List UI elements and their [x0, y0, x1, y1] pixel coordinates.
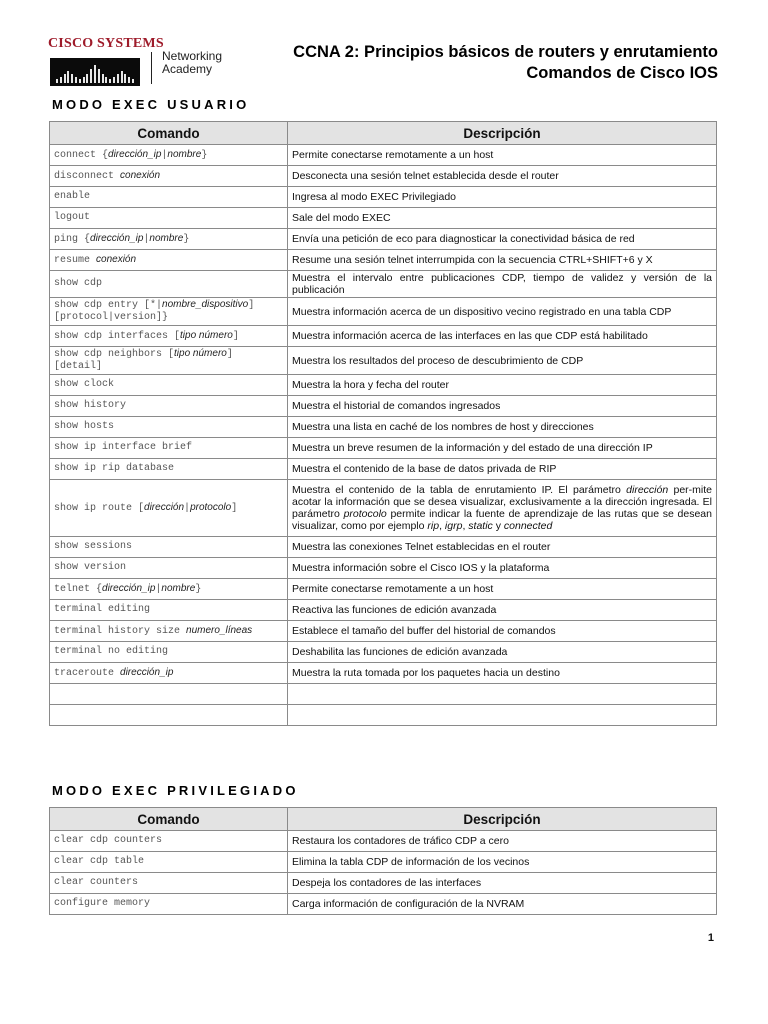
command-text-segment: show cdp neighbors [	[54, 349, 175, 360]
table-row	[50, 621, 717, 642]
description-cell	[288, 600, 717, 621]
description-text-segment: per-mite acotar la información que se desea visualizar, exclusivamente a la dirección ingresada. El parámetro	[292, 484, 712, 520]
table-row	[50, 187, 717, 208]
command-cell	[50, 873, 288, 894]
description-text-segment: Sale del modo EXEC	[292, 212, 391, 224]
description-text-segment: y	[492, 520, 504, 532]
command-text-segment: logout	[54, 212, 91, 223]
table-row	[50, 208, 717, 229]
command-cell	[50, 852, 288, 873]
command-text-segment: conexión	[96, 253, 137, 265]
command-text-segment: show history	[54, 400, 127, 411]
description-cell	[288, 894, 717, 915]
logo-line-academy: Academy	[162, 62, 213, 76]
table-row-empty	[50, 684, 717, 705]
description-text-segment: Muestra información acerca de las interfaces en las que CDP está habilitado	[292, 330, 648, 342]
description-text-segment: Muestra información sobre el Cisco IOS y la plataforma	[292, 562, 550, 574]
table-row	[50, 166, 717, 187]
command-text-segment: ] [protocol|version]}	[54, 300, 255, 323]
table-header-row	[50, 808, 717, 831]
table-row	[50, 480, 717, 537]
description-cell	[288, 166, 717, 187]
command-text-segment: }	[201, 149, 208, 161]
command-text-segment: dirección_ip	[102, 582, 156, 594]
description-cell	[288, 852, 717, 873]
table-body-exec-privilegiado	[50, 831, 717, 915]
description-cell	[288, 579, 717, 600]
description-cell	[288, 208, 717, 229]
command-cell	[50, 600, 288, 621]
description-cell	[288, 438, 717, 459]
description-cell	[288, 250, 717, 271]
description-text-segment: Permite conectarse remotamente a un host	[292, 583, 494, 595]
table-row	[50, 271, 717, 298]
command-cell	[50, 537, 288, 558]
description-text-segment: Ingresa al modo EXEC Privilegiado	[292, 191, 457, 203]
command-text-segment: show clock	[54, 379, 115, 390]
command-cell	[50, 459, 288, 480]
command-cell	[50, 250, 288, 271]
section-title-exec-usuario: MODO EXEC USUARIO	[52, 97, 250, 112]
description-text-segment: protocolo	[343, 508, 387, 520]
command-text-segment: show ip interface brief	[54, 442, 193, 453]
command-text-segment: show cdp	[54, 278, 103, 289]
command-cell	[50, 326, 288, 347]
description-text-segment: Despeja los contadores de las interfaces	[292, 877, 482, 889]
command-text-segment: clear cdp counters	[54, 835, 163, 846]
command-text-segment: nombre	[149, 232, 184, 244]
command-text-segment: dirección_ip	[108, 148, 162, 160]
table-row	[50, 375, 717, 396]
command-text-segment: |	[161, 149, 168, 161]
description-cell	[288, 537, 717, 558]
command-cell	[50, 417, 288, 438]
command-text-segment: show cdp interfaces [	[54, 330, 181, 342]
description-text-segment: ,	[462, 520, 469, 532]
command-text-segment: conexión	[120, 169, 161, 181]
description-text-segment: Muestra la ruta tomada por los paquetes hacia un destino	[292, 667, 560, 679]
command-text-segment: nombre_dispositivo	[162, 299, 249, 310]
command-text-segment: ] [detail]	[54, 349, 233, 372]
description-cell	[288, 145, 717, 166]
description-cell	[288, 271, 717, 298]
command-text-segment: dirección_ip	[120, 666, 174, 678]
command-text-segment: disconnect	[54, 170, 121, 182]
description-text-segment: Restaura los contadores de tráfico CDP a cero	[292, 835, 509, 847]
table-body-exec-usuario	[50, 145, 717, 726]
description-cell	[288, 187, 717, 208]
description-text-segment: Elimina la tabla CDP de información de los vecinos	[292, 856, 530, 868]
command-text-segment: terminal history size	[54, 625, 187, 637]
logo-brand-text: CISCO SYSTEMS	[48, 36, 164, 51]
command-cell	[50, 396, 288, 417]
command-text-segment: protocolo	[190, 501, 232, 513]
table-row	[50, 250, 717, 271]
table-row	[50, 145, 717, 166]
table-row	[50, 459, 717, 480]
table-row	[50, 537, 717, 558]
command-cell	[50, 480, 288, 537]
command-text-segment: |	[143, 233, 150, 245]
description-text-segment: igrp	[444, 520, 463, 532]
command-text-segment: traceroute	[54, 667, 121, 679]
section-title-exec-privilegiado: MODO EXEC PRIVILEGIADO	[52, 783, 299, 798]
command-text-segment: configure memory	[54, 898, 151, 909]
command-cell	[50, 347, 288, 375]
description-cell	[288, 459, 717, 480]
command-cell	[50, 166, 288, 187]
description-cell	[288, 417, 717, 438]
description-text-segment: Carga información de configuración de la NVRAM	[292, 898, 525, 910]
table-row	[50, 417, 717, 438]
description-cell	[288, 663, 717, 684]
command-text-segment: tipo número	[180, 329, 233, 341]
description-text-segment: dirección	[626, 484, 669, 496]
page-number: 1	[707, 932, 714, 944]
command-text-segment: clear cdp table	[54, 856, 145, 867]
command-text-segment: show ip rip database	[54, 463, 175, 474]
command-text-segment: resume	[54, 254, 97, 266]
command-cell	[50, 558, 288, 579]
description-cell	[288, 831, 717, 852]
command-text-segment: show cdp entry [*|	[54, 300, 163, 311]
column-header-command: Comando	[50, 122, 288, 145]
column-header-description: Descripción	[288, 122, 717, 145]
command-text-segment: |	[184, 502, 191, 514]
command-text-segment: numero_líneas	[186, 624, 253, 636]
table-row	[50, 396, 717, 417]
logo-academy-text	[162, 50, 222, 76]
description-text-segment: Desconecta una sesión telnet establecida desde el router	[292, 170, 559, 182]
command-text-segment: nombre	[161, 582, 196, 594]
command-text-segment: }	[183, 233, 190, 245]
description-text-segment: Muestra el contenido de la base de datos privada de RIP	[292, 463, 557, 475]
table-row	[50, 579, 717, 600]
command-text-segment: terminal no editing	[54, 646, 169, 657]
command-text-segment: ]	[232, 330, 239, 342]
command-cell	[50, 298, 288, 326]
description-text-segment: Muestra el contenido de la tabla de enrutamiento IP. El parámetro	[292, 484, 627, 496]
description-text-segment: permite indicar la fuente de aprendizaje de las rutas que se desean visualizar, como por ejemplo	[292, 508, 712, 532]
command-cell	[50, 621, 288, 642]
command-text-segment: show hosts	[54, 421, 115, 432]
document-title-line2: Comandos de Cisco IOS	[526, 64, 718, 82]
document-title-line1: CCNA 2: Principios básicos de routers y enrutamiento	[293, 43, 718, 61]
table-row	[50, 663, 717, 684]
command-text-segment: |	[155, 583, 162, 595]
table-row	[50, 326, 717, 347]
cisco-bridge-bars-icon	[50, 58, 140, 86]
command-cell	[50, 894, 288, 915]
description-text-segment: Reactiva las funciones de edición avanzada	[292, 604, 497, 616]
command-text-segment: connect {	[54, 149, 109, 161]
command-text-segment: show sessions	[54, 541, 133, 552]
description-text-segment: Muestra una lista en caché de los nombres de host y direcciones	[292, 421, 594, 433]
description-text-segment: Permite conectarse remotamente a un host	[292, 149, 494, 161]
command-cell	[50, 145, 288, 166]
description-text-segment: ,	[439, 520, 445, 532]
description-text-segment: static	[468, 520, 493, 532]
description-cell	[288, 326, 717, 347]
description-cell	[288, 621, 717, 642]
description-cell	[288, 298, 717, 326]
description-cell	[288, 642, 717, 663]
command-text-segment: enable	[54, 191, 91, 202]
command-cell	[50, 663, 288, 684]
command-text-segment: telnet {	[54, 583, 103, 595]
table-row	[50, 438, 717, 459]
command-text-segment: show ip route [	[54, 502, 145, 514]
command-cell	[50, 642, 288, 663]
description-text-segment: rip	[427, 520, 440, 532]
table-row	[50, 600, 717, 621]
table-row	[50, 298, 717, 326]
description-cell	[288, 558, 717, 579]
description-cell	[288, 873, 717, 894]
command-text-segment: terminal editing	[54, 604, 151, 615]
command-cell	[50, 831, 288, 852]
description-cell	[288, 705, 717, 726]
description-cell	[288, 480, 717, 537]
command-cell	[50, 271, 288, 298]
command-cell	[50, 438, 288, 459]
description-text-segment: connected	[503, 520, 553, 532]
description-text-segment: Muestra un breve resumen de la información y del estado de una dirección IP	[292, 442, 653, 454]
description-text-segment: Deshabilita las funciones de edición avanzada	[292, 646, 508, 658]
logo-line-networking: Networking	[162, 49, 223, 63]
description-text-segment: Muestra los resultados del proceso de descubrimiento de CDP	[292, 354, 584, 367]
command-text-segment: ping {	[54, 233, 91, 245]
description-text-segment: Resume una sesión telnet interrumpida con la secuencia CTRL+SHIFT+6 y X	[292, 254, 653, 266]
table-row	[50, 642, 717, 663]
table-header-row	[50, 122, 717, 145]
description-cell	[288, 347, 717, 375]
command-text-segment: dirección_ip	[90, 232, 144, 244]
description-cell	[288, 684, 717, 705]
logo-divider	[151, 52, 152, 84]
table-row	[50, 229, 717, 250]
column-header-description: Descripción	[288, 808, 717, 831]
command-text-segment: tipo número	[174, 348, 227, 359]
document-title	[293, 42, 718, 84]
table-row-empty	[50, 705, 717, 726]
description-cell	[288, 396, 717, 417]
description-text-segment: Establece el tamaño del buffer del historial de comandos	[292, 625, 556, 637]
command-cell	[50, 187, 288, 208]
description-text-segment: Muestra la hora y fecha del router	[292, 379, 449, 391]
description-cell	[288, 229, 717, 250]
command-cell	[50, 208, 288, 229]
document-header	[48, 34, 718, 90]
table-row	[50, 852, 717, 873]
command-cell	[50, 375, 288, 396]
table-exec-usuario	[49, 121, 717, 726]
table-row	[50, 873, 717, 894]
command-text-segment: ]	[231, 502, 238, 514]
command-text-segment: dirección	[144, 501, 185, 513]
description-text-segment: Muestra información acerca de un dispositivo vecino registrado en una tabla CDP	[292, 305, 672, 318]
table-row	[50, 347, 717, 375]
command-text-segment: show version	[54, 562, 127, 573]
command-text-segment: clear counters	[54, 877, 139, 888]
column-header-command: Comando	[50, 808, 288, 831]
command-cell	[50, 684, 288, 705]
description-text-segment: Muestra el historial de comandos ingresados	[292, 400, 501, 412]
table-row	[50, 558, 717, 579]
command-cell	[50, 229, 288, 250]
command-text-segment: nombre	[167, 148, 202, 160]
command-cell	[50, 705, 288, 726]
description-text-segment: Muestra el intervalo entre publicaciones CDP, tiempo de validez y versión de la publicación	[292, 272, 712, 296]
table-row	[50, 894, 717, 915]
description-cell	[288, 375, 717, 396]
description-text-segment: Envía una petición de eco para diagnosticar la conectividad básica de red	[292, 233, 635, 245]
description-text-segment: Muestra las conexiones Telnet establecidas en el router	[292, 541, 551, 553]
table-row	[50, 831, 717, 852]
cisco-networking-academy-logo	[48, 34, 248, 90]
table-exec-privilegiado	[49, 807, 717, 915]
command-cell	[50, 579, 288, 600]
command-text-segment: }	[195, 583, 202, 595]
